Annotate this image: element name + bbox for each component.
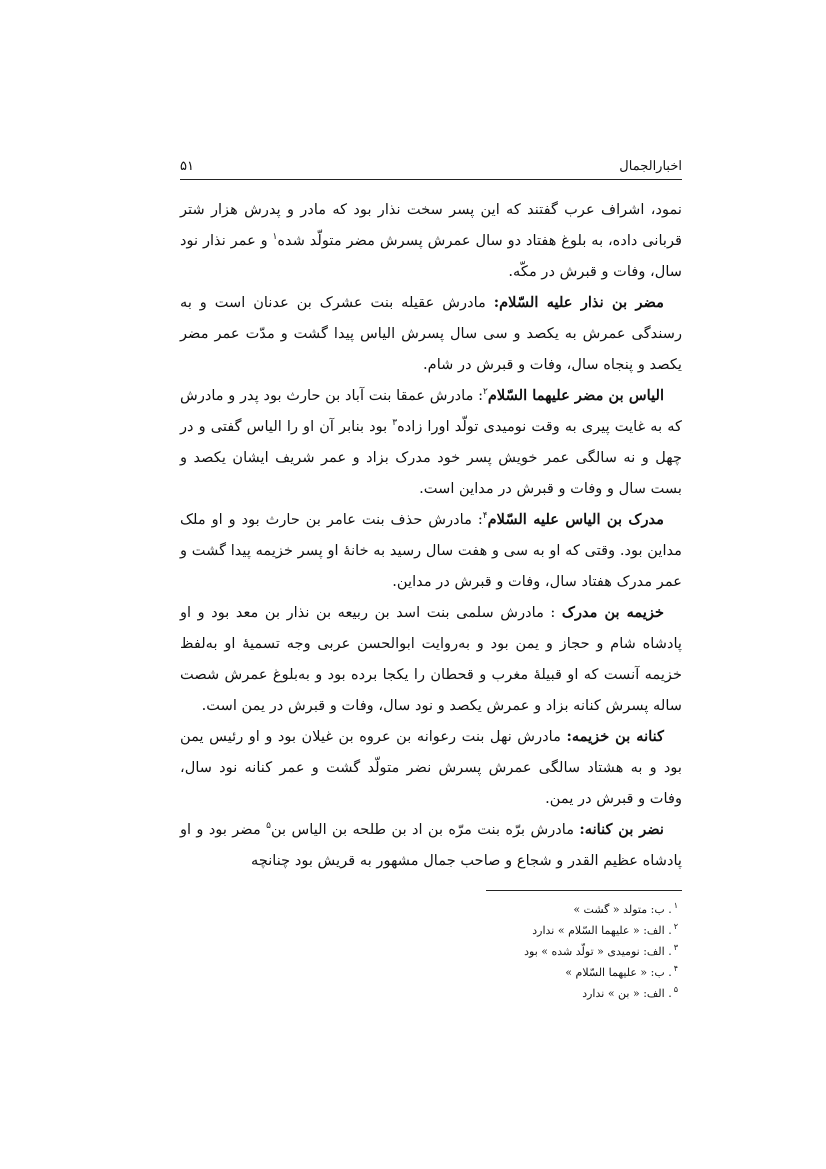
footnote-marker[interactable]: ۱ [272,232,278,243]
paragraph-text: مضر بود و او پادشاه عظیم القدر و شجاع و صاحب جمال مشهور به قریش بود چنانچه [180,821,682,869]
page-number: ۵۱ [180,159,194,174]
footnote-marker[interactable]: ۲ [483,387,488,398]
running-header [180,150,682,180]
footnote [180,983,678,1004]
footnote [180,962,678,983]
paragraph [180,597,682,721]
footnote-number: ۴ [673,964,678,974]
paragraph-heading: خزیمه بن مدرک [561,604,664,621]
paragraph-heading: مدرک بن الیاس علیه السّلام [487,511,664,528]
footnotes [180,899,682,1004]
footnote-number: ۱ [673,901,678,911]
paragraph-text: نمود، اشراف عرب گفتند که این پسر سخت نذار بود که مادر و پدرش هزار شتر قربانی داده، به بلوغ هفتاد دو سال عمرش پسرش مضر متولّد شده [180,201,682,249]
footnote [180,899,678,920]
paragraph [180,380,682,504]
paragraph [180,504,682,597]
page-body [180,194,682,876]
footnote-number: ۵ [673,985,678,995]
paragraph-heading: نضر بن کنانه: [579,821,664,838]
footnote-text: . ب: « علیهما السّلام » [565,966,672,979]
paragraph-text: و عمر نذار نود سال، وفات و قبرش در مکّه. [180,232,682,280]
footnote-number: ۳ [673,943,678,953]
paragraph-text: بود بنابر آن او را الیاس گفتی و در چهل و نه سالگی عمر خویش پسر خود مدرک بزاد و عمر شریف ایشان یکصد و بست سال و وفات و قبرش در مداین است. [180,418,682,497]
paragraph-text: : مادرش حذف بنت عامر بن حارث بود و او ملک مداین بود. وقتی که او به سی و هفت سال رسید به خانۀ او پسر خزیمه پیدا گشت و عمر مدرک هفتاد سال، وفات و قبرش در مداین. [180,511,682,590]
running-title: اخبارالجمال [619,159,682,174]
footnote-text: . ب: متولد « گشت » [573,903,672,916]
paragraph-text: : مادرش سلمی بنت اسد بن ربیعه بن نذار بن معد بود و او پادشاه شام و حجاز و یمن بود و به‌روایت ابوالحسن عربی وجه تسمیۀ او به‌لفظ خزیمه آنست که او قبیلۀ مغرب و قحطان را یکجا برده بود و به‌بلوغ عمرش شصت ساله پسرش کنانه بزاد و عمرش یکصد و نود سال، وفات و قبرش در یمن است. [180,604,682,714]
footnote-marker[interactable]: ۴ [482,511,488,522]
paragraph-heading: کنانه بن خزیمه: [566,728,664,745]
paragraph-text: : مادرش عمقا بنت آباد بن حارث بود پدر و مادرش که به غایت پیری به وقت نومیدی تولّد اورا زاده [180,387,683,435]
footnote-marker[interactable]: ۵ [266,821,271,832]
footnote-text: . الف: نومیدی « تولّد شده » بود [524,945,672,958]
footnote-number: ۲ [673,922,678,932]
paragraph-heading: الیاس بن مضر علیهما السّلام [487,387,664,404]
paragraph [180,721,682,814]
paragraph [180,287,682,380]
paragraph-text: مادرش برّه بنت مرّه بن اد بن طلحه بن الیاس بن [270,821,580,838]
footnote [180,941,678,962]
footnote [180,920,678,941]
footnote-separator [486,890,682,891]
paragraph-text: مادرش عقیله بنت عشرک بن عدنان است و به رسندگی عمرش به یکصد و سی سال پسرش الیاس پیدا گشت و مدّت عمر مضر یکصد و پنجاه سال، وفات و قبرش در شام. [180,294,682,373]
footnote-marker[interactable]: ۳ [392,418,398,429]
footnote-text: . الف: « علیهما السّلام » ندارد [532,924,672,937]
paragraph [180,814,682,876]
paragraph [180,194,682,287]
footnote-text: . الف: « بن » ندارد [582,987,672,1000]
paragraph-text: مادرش نهل بنت رعوانه بن عروه بن غیلان بود و او رئیس یمن بود و به هشتاد سالگی عمرش پسرش نضر متولّد گشت و عمر کنانه نود سال، وفات و قبرش در یمن. [180,728,682,807]
paragraph-heading: مضر بن نذار علیه السّلام: [493,294,664,311]
book-page [180,150,682,1004]
